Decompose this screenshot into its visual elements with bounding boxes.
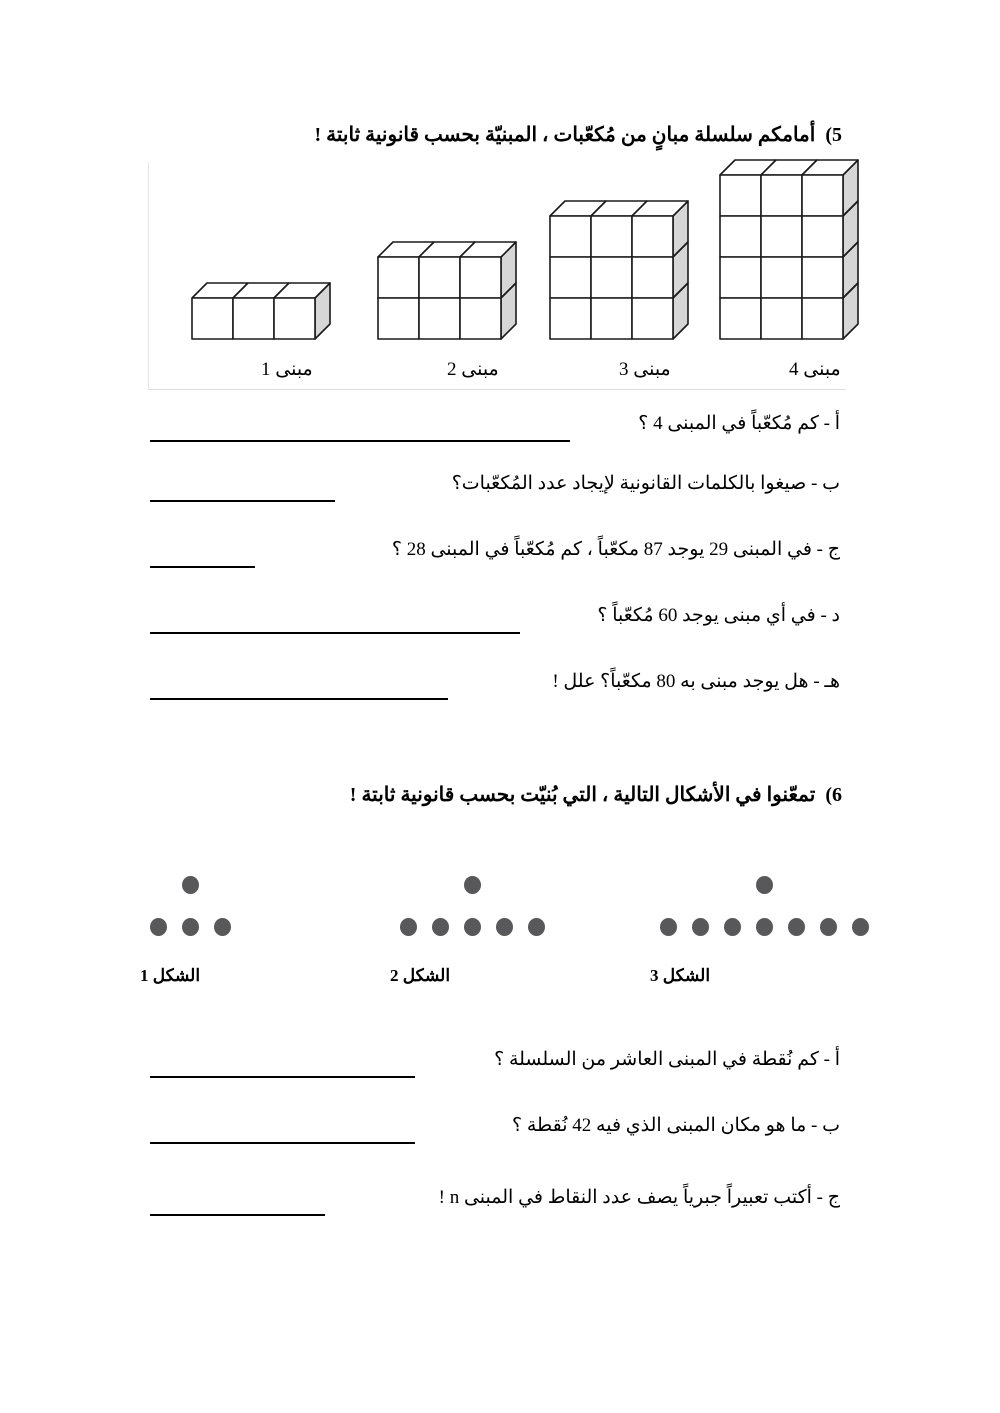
question-6-item-b-body: ما هو مكان المبنى الذي فيه 42 نُقطة ؟	[512, 1115, 807, 1136]
question-6-item-a-body: كم نُقطة في المبنى العاشر من السلسلة ؟	[494, 1049, 819, 1070]
answer-line-5b[interactable]	[150, 500, 335, 502]
question-5-item-b	[150, 472, 840, 502]
dot-figure-label-2: الشكل 2	[390, 966, 451, 985]
answer-line-6b[interactable]	[150, 1142, 415, 1144]
question-5-item-e-body: هل يوجد مبنى به 80 مكعّباً؟ علل !	[552, 671, 809, 692]
dot-figure-3	[130, 866, 860, 1001]
dot-figure-label-1: الشكل 1	[140, 966, 201, 985]
question-5-item-d-body: في أي مبنى يوجد 60 مُكعّباً ؟	[597, 605, 816, 626]
cube-building-4	[718, 158, 860, 341]
question-5-item-a-text	[150, 412, 840, 435]
question-6-item-a	[150, 1048, 840, 1078]
question-6-item-b	[150, 1114, 840, 1144]
dot	[692, 918, 709, 936]
question-6-item-a-text	[150, 1048, 840, 1071]
question-5-item-a-key: أ -	[823, 413, 840, 434]
question-5-item-e-key: هـ -	[813, 671, 840, 692]
dot-figures-figure	[130, 866, 860, 1001]
dot	[756, 876, 773, 894]
question-6-item-b-text	[150, 1114, 840, 1137]
question-5-item-d	[150, 604, 840, 634]
answer-line-5c[interactable]	[150, 566, 255, 568]
question-5-item-e-text	[150, 670, 840, 693]
question-5-item-c-key: ج -	[816, 539, 840, 560]
answer-line-5a[interactable]	[150, 440, 570, 442]
question-5-item-b-key: ب -	[811, 473, 840, 494]
question-5-item-d-text	[150, 604, 840, 627]
question-5-item-a	[150, 412, 840, 442]
question-5-heading	[315, 122, 842, 147]
question-5-title: أمامكم سلسلة مبانٍ من مُكعّبات ، المبنيّة بحسب قانونية ثابتة !	[314, 124, 816, 146]
question-6-item-c-body: أكتب تعبيراً جبرياً يصف عدد النقاط في المبنى n !	[438, 1187, 812, 1208]
dot	[852, 918, 869, 936]
question-5-item-b-text	[150, 472, 840, 495]
cube-building-label-4: مبنى 4	[789, 359, 841, 380]
dot	[820, 918, 837, 936]
question-6-title: تمعّنوا في الأشكال التالية ، التي بُنيّت بحسب قانونية ثابتة !	[349, 784, 816, 806]
question-6-heading	[350, 782, 842, 807]
cube-building-label-1: مبنى 1	[261, 359, 313, 380]
cube-building-2	[376, 240, 518, 341]
dot	[724, 918, 741, 936]
cube-building-1	[190, 281, 332, 341]
dot-figure-label-3: الشكل 3	[650, 966, 711, 985]
question-5-item-c-text	[150, 538, 840, 561]
question-6-item-b-key: ب -	[811, 1115, 840, 1136]
cube-building-label-2: مبنى 2	[447, 359, 499, 380]
question-6-item-c-text	[150, 1186, 840, 1209]
dot	[788, 918, 805, 936]
question-5-number: 5)	[825, 124, 842, 146]
question-5-item-e	[150, 670, 840, 700]
question-5-item-b-body: صيغوا بالكلمات القانونية لإيجاد عدد المُكعّبات؟	[451, 473, 807, 494]
cube-buildings-figure	[148, 162, 846, 390]
question-6-number: 6)	[825, 784, 842, 806]
question-6-item-c-key: ج -	[816, 1187, 840, 1208]
question-6-item-c	[150, 1186, 840, 1216]
question-5-item-c	[150, 538, 840, 568]
question-5-item-a-body: كم مُكعّباً في المبنى 4 ؟	[638, 413, 819, 434]
question-6-item-a-key: أ -	[823, 1049, 840, 1070]
question-5-item-c-body: في المبنى 29 يوجد 87 مكعّباً ، كم مُكعّباً في المبنى 28 ؟	[391, 539, 812, 560]
dot	[660, 918, 677, 936]
dot	[756, 918, 773, 936]
answer-line-5d[interactable]	[150, 632, 520, 634]
answer-line-5e[interactable]	[150, 698, 448, 700]
cube-building-3	[548, 199, 690, 341]
answer-line-6c[interactable]	[150, 1214, 325, 1216]
answer-line-6a[interactable]	[150, 1076, 415, 1078]
cube-building-label-3: مبنى 3	[619, 359, 671, 380]
question-5-item-d-key: د -	[820, 605, 840, 626]
